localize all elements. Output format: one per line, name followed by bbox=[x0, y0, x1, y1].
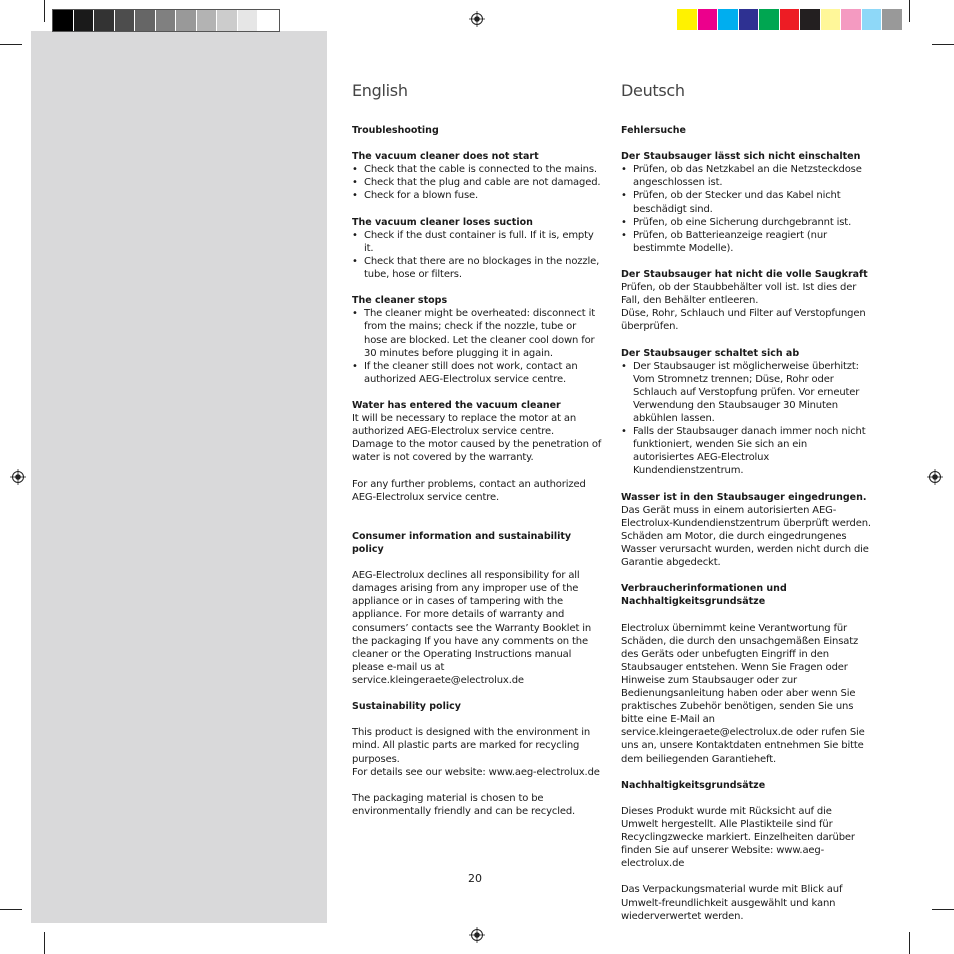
color-swatch bbox=[115, 10, 136, 31]
color-swatch bbox=[258, 10, 279, 31]
english-heading: English bbox=[352, 81, 408, 100]
deutsch-heading: Deutsch bbox=[621, 81, 685, 100]
list-item: • Check for a blown fuse. bbox=[352, 189, 602, 202]
list-item: • Check that the cable is connected to the mains. bbox=[352, 163, 602, 176]
further-problems-text: For any further problems, contact an authorized AEG-Electrolux service centre. bbox=[352, 478, 586, 503]
list-item: • Check that the plug and cable are not damaged. bbox=[352, 176, 602, 189]
cleaner-stops-list bbox=[352, 307, 602, 386]
color-swatch bbox=[156, 10, 177, 31]
sustainability-text: This product is designed with the environment in mind. All plastic parts are marked for recycling purposes. bbox=[352, 727, 591, 765]
list-item: • Check if the dust container is full. If it is, empty it. bbox=[352, 229, 602, 255]
registration-mark-icon bbox=[469, 927, 485, 943]
loses-suction-title: The vacuum cleaner loses suction bbox=[352, 216, 533, 228]
color-swatch bbox=[677, 9, 698, 30]
not-start-title: The vacuum cleaner does not start bbox=[352, 151, 539, 163]
list-item: • Prüfen, ob das Netzkabel an die Netzsteckdose angeschlossen ist. bbox=[621, 163, 871, 189]
list-item: • Prüfen, ob Batterieanzeige reagiert (nur bestimmte Modelle). bbox=[621, 229, 871, 255]
verstopfung-text: Düse, Rohr, Schlauch und Filter auf Verstopfungen überprüfen. bbox=[621, 308, 866, 333]
registration-mark-icon bbox=[10, 469, 26, 485]
list-item: • Der Staubsauger ist möglicherweise überhitzt: Vom Stromnetz trennen; Düse, Rohr oder Schlauch auf Verstopfung prüfen. Vor erneuter Verwendung den Staubsauger 30 Minuten abkühlen lassen. bbox=[621, 360, 871, 425]
schaltet-ab-list bbox=[621, 360, 871, 478]
grey-side-panel bbox=[31, 31, 327, 923]
registration-mark-icon bbox=[469, 11, 485, 27]
color-swatch bbox=[74, 10, 95, 31]
page-number: 20 bbox=[468, 872, 482, 885]
english-column bbox=[352, 80, 602, 818]
wasser-title: Wasser ist in den Staubsauger eingedrungen. bbox=[621, 491, 867, 503]
color-swatch bbox=[94, 10, 115, 31]
color-swatch bbox=[718, 9, 739, 30]
list-item: • If the cleaner still does not work, contact an authorized AEG-Electrolux service centre. bbox=[352, 360, 602, 386]
grey-color-bar bbox=[52, 9, 280, 32]
packaging-text: The packaging material is chosen to be environmentally friendly and can be recycled. bbox=[352, 792, 576, 817]
color-swatch bbox=[197, 10, 218, 31]
color-swatch bbox=[841, 9, 862, 30]
fehlersuche-title: Fehlersuche bbox=[621, 125, 686, 136]
color-swatch bbox=[780, 9, 801, 30]
color-swatch bbox=[217, 10, 238, 31]
not-start-list bbox=[352, 163, 602, 202]
color-swatch bbox=[821, 9, 842, 30]
deutsch-column bbox=[621, 80, 871, 923]
list-item: • Prüfen, ob der Stecker und das Kabel nicht beschädigt sind. bbox=[621, 189, 871, 215]
verpackung-text: Das Verpackungsmaterial wurde mit Blick auf Umwelt-freundlichkeit ausgewählt und kann wiederverwertet werden. bbox=[621, 884, 843, 922]
nachhaltigkeit-text: Dieses Produkt wurde mit Rücksicht auf die Umwelt hergestellt. Alle Plastikteile sind für Recyclingzwecke markiert. Einzelheiten darüber finden Sie auf unserer Website: www.aeg-electrolux.de bbox=[621, 805, 855, 870]
color-swatch bbox=[238, 10, 259, 31]
consumer-info-text: AEG-Electrolux declines all responsibility for all damages arising from any improper use of the appliance or in cases of tampering with the appliance. For more details of warranty and consumers’ contacts see the Warranty Booklet in the packaging If you have any comments on the cleaner or the Operating Instructions manual please e-mail us at service.kleingeraete@electrolux.de bbox=[352, 570, 592, 686]
wasser-text: Das Gerät muss in einem autorisierten AEG-Electrolux-Kundendienstzentrum überprüft werden. Schäden am Motor, die durch eingedrungenes Wasser verursacht wurden, werden nicht durch die Garantie abgedeckt. bbox=[621, 504, 871, 569]
troubleshooting-title: Troubleshooting bbox=[352, 125, 439, 136]
loses-suction-list bbox=[352, 229, 602, 281]
list-item: • Falls der Staubsauger danach immer noch nicht funktioniert, wenden Sie sich an ein autorisiertes AEG-Electrolux Kundendienstzentrum. bbox=[621, 425, 871, 477]
color-swatch bbox=[53, 10, 74, 31]
nachhaltigkeit-title: Nachhaltigkeitsgrundsätze bbox=[621, 779, 766, 791]
list-item: • Check that there are no blockages in the nozzle, tube, hose or filters. bbox=[352, 255, 602, 281]
water-title: Water has entered the vacuum cleaner bbox=[352, 399, 561, 411]
verbraucher-title: Verbraucherinformationen und Nachhaltigkeitsgrundsätze bbox=[621, 583, 787, 608]
color-swatch bbox=[882, 9, 903, 30]
color-swatch bbox=[698, 9, 719, 30]
water-text: It will be necessary to replace the motor at an authorized AEG-Electrolux service centre. bbox=[352, 413, 577, 438]
list-item: • Prüfen, ob eine Sicherung durchgebrannt ist. bbox=[621, 216, 871, 229]
registration-mark-icon bbox=[927, 469, 943, 485]
color-swatch bbox=[759, 9, 780, 30]
nicht-einschalten-title: Der Staubsauger lässt sich nicht einschalten bbox=[621, 151, 861, 163]
consumer-info-title: Consumer information and sustainability policy bbox=[352, 530, 572, 555]
website-text: For details see our website: www.aeg-electrolux.de bbox=[352, 766, 600, 778]
color-swatch bbox=[176, 10, 197, 31]
saugkraft-title: Der Staubsauger hat nicht die volle Saugkraft bbox=[621, 269, 868, 281]
process-color-bar bbox=[677, 9, 903, 30]
color-swatch bbox=[135, 10, 156, 31]
color-swatch bbox=[800, 9, 821, 30]
verbraucher-text: Electrolux übernimmt keine Verantwortung für Schäden, die durch den unsachgemäßen Einsatz des Geräts oder unbefugten Eingriff in den Staubsauger entstehen. Wenn Sie Fragen oder Hinweise zum Staubsauger oder zur Bedienungsanleitung haben oder aber wenn Sie praktisches Zubehör benötigen, senden Sie uns bitte eine E-Mail an service.kleingeraete@electrolux.de oder rufen Sie uns an, unsere Kontaktdaten entnehmen Sie bitte dem beiliegenden Garantieheft. bbox=[621, 622, 865, 765]
color-swatch bbox=[862, 9, 883, 30]
cleaner-stops-title: The cleaner stops bbox=[352, 295, 448, 307]
water-warranty-text: Damage to the motor caused by the penetration of water is not covered by the warranty. bbox=[352, 439, 602, 464]
sustainability-title: Sustainability policy bbox=[352, 701, 461, 713]
schaltet-ab-title: Der Staubsauger schaltet sich ab bbox=[621, 347, 800, 359]
list-item: • The cleaner might be overheated: disconnect it from the mains; check if the nozzle, tube or hose are blocked. Let the cleaner cool down for 30 minutes before plugging it in again. bbox=[352, 307, 602, 359]
color-swatch bbox=[739, 9, 760, 30]
saugkraft-text: Prüfen, ob der Staubbehälter voll ist. Ist dies der Fall, den Behälter entleeren. bbox=[621, 282, 857, 307]
nicht-einschalten-list bbox=[621, 163, 871, 255]
